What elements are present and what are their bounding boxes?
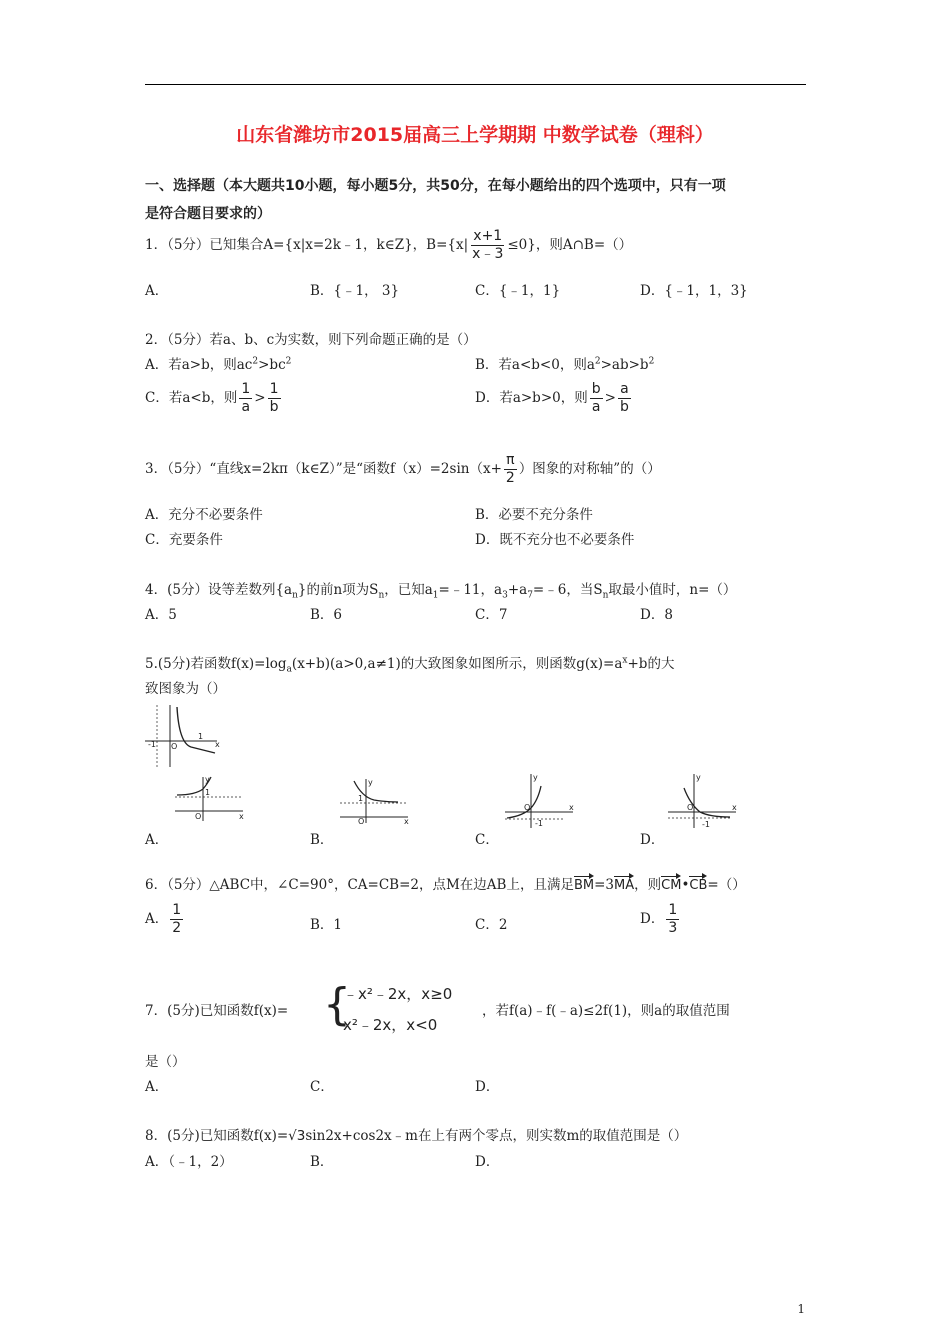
q3-option-c: C．充要条件	[145, 532, 223, 548]
page-title: 山东省潍坊市2015届高三上学期期 中数学试卷（理科）	[236, 124, 714, 146]
svg-text:1: 1	[205, 788, 211, 797]
q5-graph-a	[175, 775, 245, 823]
q3-fraction: $\frac{\pi}{2}$	[505, 452, 515, 486]
q5-main-origin: O	[171, 742, 178, 751]
vector-cm: CM	[661, 875, 681, 893]
q2-option-a: A．若a>b，则$ac^2>bc^2$	[145, 356, 292, 373]
q3-option-d: D．既不充分也不必要条件	[475, 532, 635, 548]
q1-option-d: D．{﹣1，1，3}	[640, 283, 748, 299]
svg-text:x: x	[404, 817, 409, 826]
q2-option-b: B．若a<b<0，则$a^2>ab>b^2$	[475, 356, 655, 373]
question-7-suffix: ，若f(a)﹣f(﹣a)≤2f(1)，则a的取值范围	[482, 1003, 730, 1019]
q7-brace: {	[323, 979, 351, 1030]
svg-text:O: O	[524, 803, 531, 812]
svg-text:-1: -1	[702, 820, 710, 829]
q7-option-a: A．	[145, 1079, 169, 1095]
q5-main-minus1: -1	[148, 740, 156, 749]
q7-option-d: D．	[475, 1079, 500, 1095]
q5-graph-d	[668, 772, 740, 830]
q5-graph-b	[340, 777, 410, 825]
svg-text:y: y	[368, 778, 373, 787]
q4-option-c: C．7	[475, 607, 508, 623]
question-7-cont: 是（）	[145, 1054, 186, 1070]
svg-text:-1: -1	[535, 819, 543, 828]
q5-option-a: A．	[145, 832, 169, 848]
q7-case-1: ﹣x²﹣2x，x≥0	[343, 985, 453, 1003]
q1-option-a: A．	[145, 283, 169, 299]
q5-option-b: B．	[310, 832, 334, 848]
question-5: 5.(5分)若函数$f(x)=\log_a(x+b)(a>0,a\ne 1)$的大致图象如图所示，则函数$g(x)=a^x+b$的大	[145, 655, 675, 675]
question-7-prefix: 7．(5分)已知函数f(x)=	[145, 1003, 289, 1019]
page-number: 1	[797, 1302, 805, 1316]
q5-main-one: 1	[198, 732, 204, 741]
q6-option-c: C．2	[475, 917, 508, 933]
q5-main-graph	[145, 703, 220, 768]
q3-option-a: A．充分不必要条件	[145, 507, 263, 523]
q1-option-b: B．{﹣1， 3}	[310, 283, 400, 299]
q1-option-c: C．{﹣1，1}	[475, 283, 561, 299]
q8-option-b: B．	[310, 1154, 334, 1170]
svg-text:y: y	[696, 773, 701, 782]
question-3: 3．（5分）“直线x=2kπ（k∈Z）”是“函数f（x）=2sin（x+ $\frac{\pi}{2}$ ）图象的对称轴”的（）	[145, 452, 661, 486]
top-rule	[145, 84, 806, 85]
q7-piecewise	[343, 983, 452, 1035]
question-1	[145, 228, 632, 263]
svg-text:1: 1	[358, 794, 364, 803]
q6-option-d: D． $\frac{1}{3}$	[640, 902, 678, 936]
q5-option-d: D．	[640, 832, 665, 848]
question-2: 2．（5分）若a、b、c为实数，则下列命题正确的是（）	[145, 332, 477, 348]
q2-option-d: D．若a>b>0，则 $\frac{b}{a}$ > $\frac{a}{b}$	[475, 381, 629, 415]
vector-cb: CB	[689, 875, 707, 893]
svg-text:y: y	[533, 773, 538, 782]
q1-fraction	[470, 228, 505, 263]
q1-prefix: 1．（5分）已知集合A={x|x=2k﹣1，k∈Z}，B={x|	[145, 237, 469, 253]
svg-text:y: y	[205, 775, 210, 784]
section-heading-cont: 是符合题目要求的）	[145, 206, 271, 222]
q5-main-xlabel: x	[215, 740, 220, 749]
q5-graph-c	[505, 772, 577, 830]
question-8: 8．(5分)已知函数f(x)=√3sin2x+cos2x﹣m在上有两个零点，则实数m的取值范围是（）	[145, 1128, 688, 1144]
q8-sqrt: √3	[288, 1128, 306, 1144]
q1-frac-num: x+1	[473, 228, 503, 244]
q3-option-b: B．必要不充分条件	[475, 507, 593, 523]
svg-text:O: O	[195, 812, 202, 821]
question-4: 4．(5分）设等差数列$\{a_n\}$的前n项为$S_n$，已知$a_1=﹣11$，$a_3+a_7=﹣6$，当$S_n$取最小值时，n=（）	[145, 582, 737, 601]
svg-text:x: x	[569, 803, 574, 812]
svg-text:x: x	[732, 803, 737, 812]
q4-option-b: B．6	[310, 607, 343, 623]
section-heading: 一、选择题（本大题共10小题，每小题5分，共50分，在每小题给出的四个选项中，只有一项	[145, 178, 726, 194]
q6-option-b: B．1	[310, 917, 343, 933]
q4-option-a: A．5	[145, 607, 177, 623]
vector-bm: BM	[574, 875, 594, 893]
svg-text:O: O	[687, 803, 694, 812]
q8-option-a: A．（﹣1，2）	[145, 1154, 233, 1170]
q2-option-c: C．若a<b，则 $\frac{1}{a}$ > $\frac{1}{b}$	[145, 381, 279, 415]
q7-case-2: x²﹣2x，x<0	[343, 1016, 438, 1034]
q5-option-c: C．	[475, 832, 499, 848]
q7-option-c: C．	[310, 1079, 334, 1095]
q1-suffix: ≤0}，则A∩B=（）	[507, 237, 633, 253]
q4-option-d: D．8	[640, 607, 673, 623]
question-6: 6．（5分）△ABC中，∠C=90°，CA=CB=2，点M在边AB上，且满足BM=3MA，则CM•CB=（）	[145, 877, 746, 893]
vector-ma: MA	[614, 875, 634, 893]
q6-option-a: A． $\frac{1}{2}$	[145, 902, 182, 936]
question-5-cont: 致图象为（）	[145, 681, 226, 697]
svg-text:O: O	[358, 817, 365, 826]
svg-text:x: x	[239, 812, 244, 821]
q8-option-d: D．	[475, 1154, 500, 1170]
q1-frac-den: x﹣3	[472, 246, 504, 262]
